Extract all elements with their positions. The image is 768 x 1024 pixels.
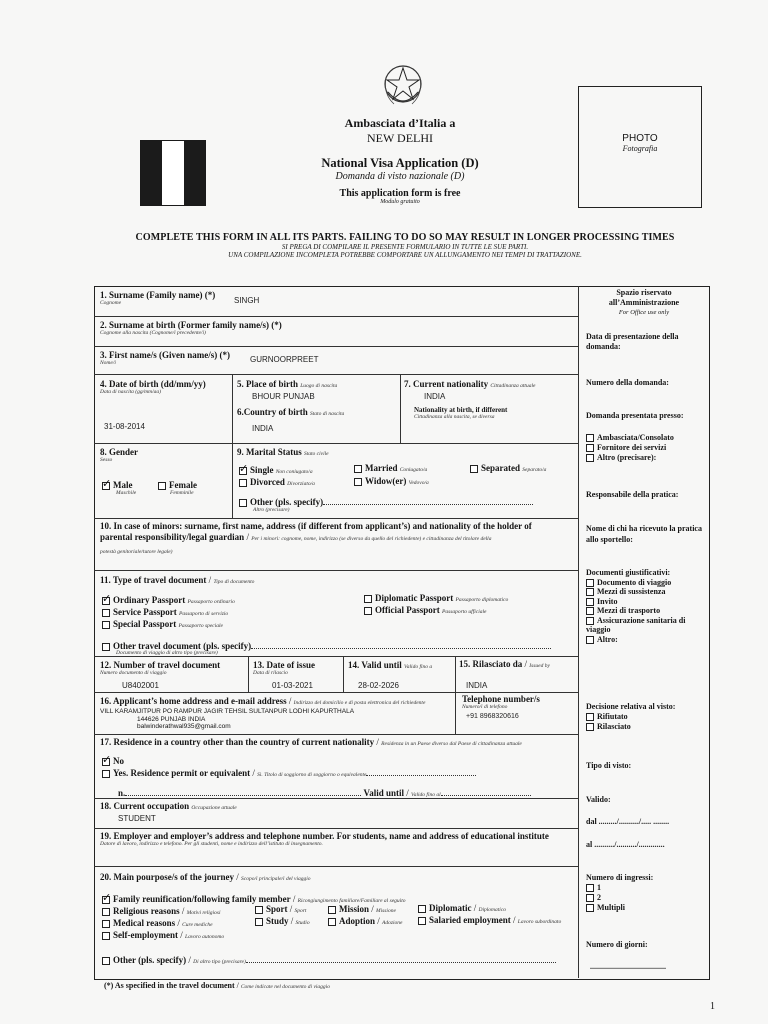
checkbox-icon[interactable] — [102, 957, 110, 965]
f14-it: Valido fino a — [404, 664, 433, 670]
other-doc-label: Other travel document (pls. specify) — [113, 641, 252, 651]
purpose-diplomatic-option[interactable]: Diplomatic / Diplomatico — [418, 903, 506, 913]
marital-widow-option[interactable] — [354, 476, 429, 486]
f11-it: Tipo di documento — [213, 579, 255, 585]
office-e1-row[interactable] — [586, 883, 706, 893]
male-it: Maschile — [116, 490, 137, 496]
office-opt3-row[interactable] — [586, 453, 706, 463]
widow-it: Vedovo/a — [408, 480, 429, 486]
flag — [140, 140, 206, 206]
f12-it: Numero documento di viaggio — [100, 670, 167, 676]
checkbox-icon[interactable] — [586, 444, 594, 452]
other-p-label: Other (pls. specify) — [113, 955, 187, 965]
office-title-en: For Office use only — [618, 309, 670, 316]
f5-it: Luogo di nascita — [300, 383, 338, 389]
office-e3: Multipli — [597, 903, 626, 912]
checkbox-icon[interactable] — [102, 609, 110, 617]
purpose-self-option[interactable]: Self-employment / Lavoro autonomo — [102, 930, 224, 940]
no-label: No — [113, 756, 124, 766]
office-title2: all’Amministrazione — [608, 298, 680, 307]
f7b-label: Nationality at birth, if different — [414, 406, 508, 414]
family-label: Family reunification/following family member — [113, 894, 291, 904]
checkbox-icon[interactable] — [102, 920, 110, 928]
checkbox-icon[interactable] — [364, 607, 372, 615]
office-d5-row[interactable] — [586, 616, 706, 635]
office-d4: Mezzi di trasporto — [597, 606, 661, 615]
photo-box — [578, 86, 702, 208]
residence-yes-option[interactable]: Yes. Residence permit or equivalent / Sì. Titolo di soggiorno di soggiorno o equivalente — [102, 768, 574, 778]
f10-label2: parental responsibility/legal guardian — [100, 532, 245, 542]
f20-it: Scopo/i principale/i del viaggio — [241, 876, 311, 882]
valid-until-it: Valido fino al — [410, 792, 441, 798]
purpose-sport-option[interactable]: Sport / Sport — [255, 904, 306, 914]
occupation-value[interactable]: STUDENT — [118, 814, 156, 823]
purpose-adoption-option[interactable]: Adoption / Adozione — [328, 916, 403, 926]
mission-label: Mission — [339, 904, 370, 914]
f17-label: 17. Residence in a country other than the country of current nationality — [100, 737, 375, 747]
salaried-label: Salaried employment — [429, 915, 511, 925]
nationality-value[interactable]: INDIA — [424, 392, 446, 401]
f13-it: Data di rilascio — [253, 670, 288, 676]
checkbox-icon[interactable] — [586, 579, 594, 587]
checkbox-icon[interactable] — [586, 598, 594, 606]
f14-label: 14. Valid until — [348, 660, 402, 670]
special-it: Passaporto speciale — [178, 623, 223, 629]
checkbox-icon[interactable] — [586, 617, 594, 625]
checkbox-icon[interactable] — [102, 908, 110, 916]
religious-label: Religious reasons — [113, 906, 180, 916]
f8-it: Sesso — [100, 457, 113, 463]
office-opt3: Altro (precisare): — [597, 453, 657, 462]
gender-female-option[interactable] — [158, 480, 197, 496]
office-e2: 2 — [597, 893, 601, 902]
purpose-religious-option[interactable]: Religious reasons / Motivi religiosi — [102, 906, 220, 916]
n-label: n. — [118, 788, 126, 798]
f7b-it: Cittadinanza alla nascita, se diversa — [414, 414, 495, 420]
salaried-it: Lavoro subordinato — [517, 919, 562, 925]
office-issued: Rilasciato — [597, 722, 631, 731]
yes-res-it: Sì. Titolo di soggiorno di soggiorno o equivalente — [257, 772, 367, 778]
checkbox-checked-icon[interactable] — [102, 758, 110, 766]
email-value[interactable]: balwinderathwal935@gmail.com — [137, 723, 231, 730]
notice-en: COMPLETE THIS FORM IN ALL ITS PARTS. FAILING TO DO SO MAY RESULT IN LONGER PROCESSING TIMES — [135, 232, 675, 243]
f7-label: 7. Current nationality — [404, 379, 489, 389]
f16-label: 16. Applicant’s home address and e-mail address — [100, 696, 287, 706]
purpose-other-option[interactable]: Other (pls. specify) / Di altro tipo (precisare) — [102, 955, 576, 965]
office-refused: Rifiutato — [597, 712, 628, 721]
checkbox-icon[interactable] — [586, 884, 594, 892]
doc-service-option[interactable] — [102, 607, 228, 617]
purpose-mission-option[interactable]: Mission / Missione — [328, 904, 396, 914]
office-d1: Documento di viaggio — [597, 577, 672, 587]
address-line1[interactable]: VILL KARAMJITPUR PO RAMPUR JAGIR TEHSIL SULTANPUR LODHI KAPURTHALA — [100, 708, 355, 715]
single-label: Single — [250, 465, 274, 475]
checkbox-icon[interactable] — [586, 454, 594, 462]
f10-it: Per i minori: cognome, nome, indirizzo (se diverso da quello del richiedente) e cittadinanza del titolare della — [251, 536, 492, 542]
male-label: Male — [113, 480, 133, 490]
checkbox-icon[interactable] — [102, 932, 110, 940]
residence-no-option[interactable] — [102, 756, 124, 766]
checkbox-icon[interactable] — [418, 905, 426, 913]
office-dal[interactable]: dal ........./........../..... ........ — [586, 817, 670, 826]
f16-it: Indirizzo del domicilio e di posta elettronica del richiedente — [293, 700, 426, 706]
f8-label: 8. Gender — [100, 447, 138, 457]
sport-it: Sport — [294, 908, 307, 914]
office-decision: Decisione relativa al visto: — [586, 702, 676, 711]
marital-married-option[interactable] — [354, 463, 427, 473]
marital-other-option[interactable] — [239, 497, 569, 513]
checkbox-checked-icon[interactable] — [239, 467, 247, 475]
free-note-it: Modulo gratuito — [380, 199, 420, 205]
embassy-title — [300, 116, 500, 146]
marital-divorced-option[interactable] — [239, 477, 315, 487]
divorced-it: Divorziato/a — [287, 481, 315, 487]
other-ms-it: Altro (precisare) — [253, 507, 290, 513]
office-d3-row[interactable] — [586, 597, 706, 607]
free-note: This application form is free — [339, 188, 461, 199]
medical-label: Medical reasons — [113, 918, 176, 928]
office-visa-type: Tipo di visto: — [586, 761, 632, 770]
checkbox-icon[interactable] — [418, 917, 426, 925]
page-title-it: Domanda di visto nazionale (D) — [335, 171, 465, 182]
office-d2: Mezzi di sussistenza — [597, 587, 666, 596]
diplomatic-it: Diplomatico — [478, 907, 507, 913]
page-number: 1 — [710, 1001, 715, 1012]
f4-label: 4. Date of birth (dd/mm/yy) — [100, 379, 206, 389]
married-label: Married — [365, 463, 398, 473]
purpose-medical-option[interactable]: Medical reasons / Cure mediche — [102, 918, 213, 928]
f12-label: 12. Number of travel document — [100, 660, 221, 670]
office-title1: Spazio riservato — [616, 288, 672, 297]
diplomatic-label: Diplomatic — [429, 903, 472, 913]
emblem — [380, 58, 426, 112]
first-name-value[interactable]: GURNOORPREET — [250, 355, 319, 364]
notice — [100, 232, 710, 259]
birthplace-value[interactable]: BHOUR PUNJAB — [252, 392, 315, 401]
valid-until-value[interactable]: 28-02-2026 — [358, 681, 399, 690]
adoption-it: Adozione — [382, 920, 403, 926]
f15-it: Issued by — [529, 663, 550, 669]
f18-label: 18. Current occupation — [100, 801, 190, 811]
surname-value[interactable]: SINGH — [234, 296, 260, 305]
doc-official-option[interactable] — [364, 605, 486, 615]
tel-it: Numero/i di telefono — [462, 704, 508, 710]
issue-date-value[interactable]: 01-03-2021 — [272, 681, 313, 690]
mission-it: Missione — [376, 908, 396, 914]
f7-it: Cittadinanza attuale — [490, 383, 536, 389]
office-refused-row[interactable] — [586, 712, 706, 722]
checkbox-checked-icon[interactable] — [102, 482, 110, 490]
checkbox-icon[interactable] — [364, 595, 372, 603]
office-al[interactable]: al ........../........../............. — [586, 840, 665, 849]
footer-note-it: Come indicate nel documento di viaggio — [240, 984, 330, 990]
issued-by-value[interactable]: INDIA — [466, 681, 488, 690]
separated-it: Separato/a — [522, 467, 547, 473]
f6-it: Stato di nascita — [310, 411, 345, 417]
office-issued-row[interactable] — [586, 722, 706, 732]
yes-res-label: Yes. Residence permit or equivalent — [113, 768, 251, 778]
purpose-salaried-option[interactable]: Salaried employment / Lavoro subordinato — [418, 915, 561, 925]
self-it: Lavoro autonomo — [185, 934, 225, 940]
f19-it: Datore di lavoro, indirizzo e telefono. Per gli studenti, nome e indirizzo dell’istituto di insegnamento. — [100, 841, 323, 847]
office-docs: Documenti giustificativi: — [586, 568, 671, 577]
f6-label: 6.Country of birth — [237, 407, 308, 417]
widow-label: Widow(er) — [365, 476, 407, 486]
other-doc-it: Documento di viaggio di altro tipo (precisare) — [116, 650, 218, 656]
office-e1: 1 — [597, 883, 601, 892]
photo-label: PHOTO — [622, 133, 658, 144]
office-num-dom: Numero della domanda: — [586, 378, 669, 387]
f11-label: 11. Type of travel document — [100, 575, 207, 585]
office-d6: Altro: — [597, 634, 618, 644]
f1-label: 1. Surname (Family name) (*) — [100, 290, 216, 300]
diplomatic-p-it: Passaporto diplomatico — [455, 597, 509, 603]
separated-label: Separated — [481, 463, 520, 473]
footer-note: (*) As specified in the travel document — [104, 981, 235, 990]
female-it: Femminile — [170, 490, 194, 496]
office-opt2-row[interactable] — [586, 443, 706, 453]
doc-special-option[interactable] — [102, 619, 223, 629]
doc-ordinary-option[interactable] — [102, 595, 235, 605]
checkbox-icon[interactable] — [255, 906, 263, 914]
divorced-label: Divorced — [250, 477, 285, 487]
tel-label: Telephone number/s — [462, 694, 540, 704]
checkbox-icon[interactable] — [255, 918, 263, 926]
dob-value[interactable]: 31-08-2014 — [104, 422, 145, 431]
f3-it: Nome/i — [100, 360, 116, 366]
office-valid: Valido: — [586, 795, 611, 804]
official-label: Official Passport — [375, 605, 440, 615]
self-label: Self-employment — [113, 930, 178, 940]
other-ms-label: Other (pls. specify) — [250, 497, 324, 507]
purpose-family-option[interactable]: ✓Family reunification/following family member / Ricongiungimento familiare/Familiare al seguito — [102, 894, 405, 904]
f10-label: 10. In case of minors: surname, first name, address (if different from applicant’s) and nationality of the holder of — [100, 521, 532, 531]
marital-separated-option[interactable] — [470, 463, 546, 473]
f9-label: 9. Marital Status — [237, 447, 302, 457]
office-d5: Assicurazione sanitaria di viaggio — [586, 615, 686, 634]
ordinary-it: Passaporto ordinario — [187, 599, 235, 605]
checkbox-icon[interactable] — [586, 636, 594, 644]
office-entries: Numero di ingressi: — [586, 873, 654, 882]
f5-label: 5. Place of birth — [237, 379, 298, 389]
checkbox-icon[interactable] — [102, 643, 110, 651]
female-label: Female — [169, 480, 197, 490]
purpose-study-option[interactable]: Study / Studio — [255, 916, 310, 926]
page-title: National Visa Application (D) — [321, 156, 479, 170]
gender-male-option[interactable] — [102, 480, 136, 496]
address-line2[interactable]: 144626 PUNJAB INDIA — [137, 715, 206, 723]
sport-label: Sport — [266, 904, 288, 914]
checkbox-checked-icon[interactable] — [102, 597, 110, 605]
checkbox-icon[interactable] — [158, 482, 166, 490]
checkbox-icon[interactable] — [328, 906, 336, 914]
office-days: Numero di giorni: — [586, 940, 648, 949]
family-it: Ricongiungimento familiare/Familiare al seguito — [297, 898, 406, 904]
office-d6-row[interactable] — [586, 635, 706, 645]
checkbox-icon[interactable] — [470, 465, 478, 473]
residence-details[interactable]: n. Valid until / Valido fino al — [118, 788, 574, 798]
f2-label: 2. Surname at birth (Former family name/s) (*) — [100, 320, 282, 330]
f1-it: Cognome — [100, 300, 122, 306]
office-opt2: Fornitore dei servizi — [597, 443, 667, 452]
office-date-pres: Data di presentazione della domanda: — [586, 332, 679, 351]
study-it: Studio — [295, 920, 310, 926]
office-opt1-row[interactable] — [586, 433, 706, 443]
checkbox-icon[interactable] — [102, 770, 110, 778]
checkbox-icon[interactable] — [586, 713, 594, 721]
ordinary-label: Ordinary Passport — [113, 595, 186, 605]
embassy-line1: Ambasciata d’Italia a — [344, 116, 456, 130]
special-label: Special Passport — [113, 619, 177, 629]
office-e3-row[interactable] — [586, 903, 706, 913]
checkbox-icon[interactable] — [586, 894, 594, 902]
f3-label: 3. First name/s (Given name/s) (*) — [100, 350, 230, 360]
embassy-line2: NEW DELHI — [366, 131, 434, 145]
religious-it: Motivi religiosi — [186, 910, 221, 916]
service-label: Service Passport — [113, 607, 177, 617]
office-presented-at: Domanda presentata presso: — [586, 411, 684, 420]
checkbox-icon[interactable] — [239, 499, 247, 507]
f18-it: Occupazione attuale — [191, 805, 237, 811]
checkbox-icon[interactable] — [328, 918, 336, 926]
official-it: Passaporto ufficiale — [442, 609, 487, 615]
adoption-label: Adoption — [339, 916, 376, 926]
f4-it: Data di nascita (gg/mm/aa) — [100, 389, 161, 395]
other-p-it: Di altro tipo (precisare) — [193, 959, 246, 965]
checkbox-icon[interactable] — [586, 723, 594, 731]
tel-value[interactable]: +91 8968320616 — [466, 713, 519, 720]
checkbox-icon[interactable] — [586, 434, 594, 442]
photo-label-it: Fotografia — [622, 144, 658, 153]
f2-it: Cognome alla nascita (Cognome/i precedente/i) — [100, 330, 206, 336]
checkbox-icon[interactable] — [354, 465, 362, 473]
office-resp: Responsabile della pratica: — [586, 490, 679, 499]
checkbox-icon[interactable] — [102, 621, 110, 629]
marital-single-option[interactable] — [239, 465, 313, 475]
f20-label: 20. Main pourpose/s of the journey — [100, 872, 235, 882]
office-days-dots[interactable]: ...................................... — [590, 962, 666, 971]
f9-it: Stato civile — [304, 451, 329, 457]
form-title — [290, 156, 510, 205]
checkbox-icon[interactable] — [586, 904, 594, 912]
office-receiver: Nome di chi ha ricevuto la pratica allo sportello: — [586, 524, 702, 544]
notice-it1: SI PREGA DI COMPILARE IL PRESENTE FORMULARIO IN TUTTE LE SUE PARTI. — [281, 243, 529, 251]
office-opt1: Ambasciata/Consolato — [597, 433, 674, 442]
service-it: Passaporto di servizio — [178, 611, 229, 617]
office-d2-row[interactable] — [586, 587, 706, 597]
checkbox-icon[interactable] — [239, 479, 247, 487]
notice-it2: UNA COMPILAZIONE INCOMPLETA POTREBBE COMPORTARE UN ALLUNGAMENTO NEI TEMPI DI TRATTAZIONE. — [228, 251, 582, 259]
office-d1-row[interactable] — [586, 578, 706, 588]
f13-label: 13. Date of issue — [253, 660, 315, 670]
checkbox-icon[interactable] — [354, 478, 362, 486]
office-d3: Invito — [597, 596, 618, 606]
checkbox-icon[interactable] — [586, 607, 594, 615]
birth-country-value[interactable]: INDIA — [252, 424, 274, 433]
study-label: Study — [266, 916, 289, 926]
f17-it: Residenza in un Paese diverso dal Paese di cittadinanza attuale — [381, 741, 522, 747]
f15-label: 15. Rilasciato da — [459, 659, 523, 669]
f19-label: 19. Employer and employer’s address and telephone number. For students, name and address of educational institute — [100, 831, 549, 841]
doc-diplomatic-option[interactable] — [364, 593, 508, 603]
valid-until-label: Valid until — [363, 788, 404, 798]
married-it: Coniugato/a — [399, 467, 428, 473]
checkbox-icon[interactable] — [586, 588, 594, 596]
office-e2-row[interactable] — [586, 893, 706, 903]
doc-other-option[interactable] — [102, 641, 572, 656]
single-it: Non coniugato/a — [275, 469, 313, 475]
doc-number-value[interactable]: U8402001 — [122, 681, 159, 690]
f10-it2: potestà genitoriale/tutore legale) — [100, 549, 173, 555]
medical-it: Cure mediche — [182, 922, 213, 928]
office-d4-row[interactable] — [586, 606, 706, 616]
diplomatic-p-label: Diplomatic Passport — [375, 593, 454, 603]
checkbox-checked-icon[interactable] — [102, 896, 110, 904]
